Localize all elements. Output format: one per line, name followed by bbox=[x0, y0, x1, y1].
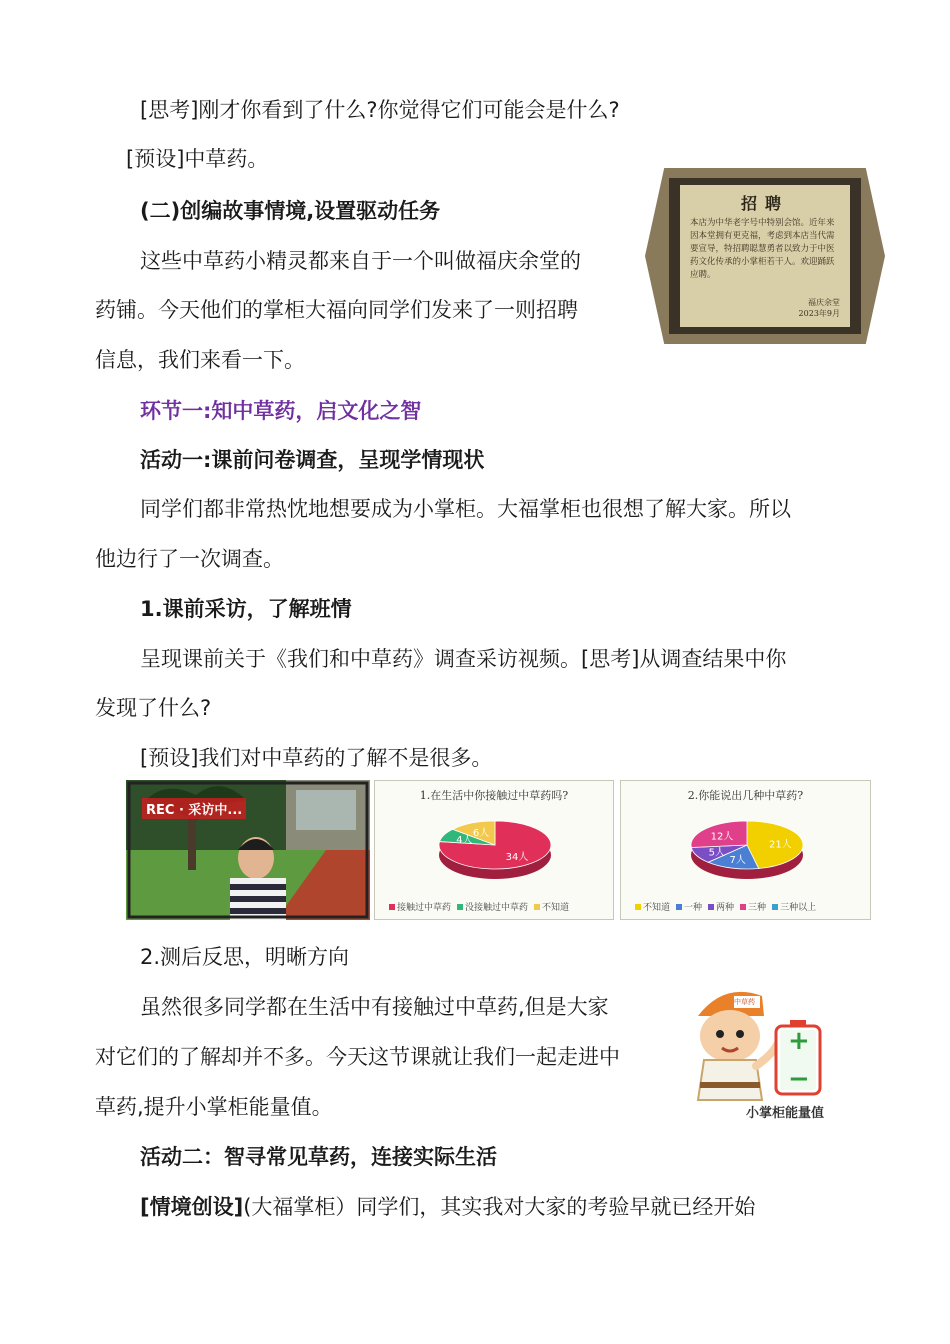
minus-icon: − bbox=[788, 1064, 810, 1094]
recruitment-notice-image bbox=[645, 168, 885, 344]
paragraph-line: 同学们都非常热忱地想要成为小掌柜。大福掌柜也很想了解大家。所以 bbox=[140, 497, 791, 521]
paragraph-line: 药铺。今天他们的掌柜大福向同学们发来了一则招聘 bbox=[95, 298, 578, 322]
pie-data-label: 6人 bbox=[472, 827, 490, 839]
legend-swatch bbox=[772, 904, 778, 910]
step-heading: 2.测后反思，明晰方向 bbox=[140, 945, 350, 969]
scenario-line bbox=[140, 1192, 755, 1222]
legend-label: 不知道 bbox=[643, 903, 671, 913]
paragraph-line: 呈现课前关于《我们和中草药》调查采访视频。[思考]从调查结果中你 bbox=[140, 647, 787, 671]
legend-label: 三种以上 bbox=[780, 903, 817, 913]
plus-icon: + bbox=[788, 1026, 810, 1056]
legend-swatch bbox=[635, 904, 641, 910]
legend-label: 一种 bbox=[684, 903, 703, 913]
notice-title: 招聘 bbox=[740, 194, 789, 213]
chart-legend bbox=[383, 900, 609, 913]
legend-swatch bbox=[708, 904, 714, 910]
pie-data-label: 7人 bbox=[729, 854, 746, 866]
notice-paper bbox=[680, 185, 850, 327]
notice-frame bbox=[669, 178, 861, 334]
mascot-caption: 小掌柜能量值 bbox=[746, 1106, 825, 1121]
section-heading: (二)创编故事情境,设置驱动任务 bbox=[140, 199, 441, 223]
paragraph-line: 草药,提升小掌柜能量值。 bbox=[95, 1095, 333, 1119]
legend-swatch bbox=[457, 904, 463, 910]
notice-body: 本店为中华老字号中特别会馆。近年来因本堂拥有更克福，考虑到本店当代需要宣导，特招聘聪慧勇者以致力于中医药文化传承的小掌柜若干人。欢迎踊跃应聘。 bbox=[690, 218, 835, 280]
activity-heading: 活动一:课前问卷调查，呈现学情现状 bbox=[140, 448, 485, 472]
think-question: [思考]刚才你看到了什么?你觉得它们可能会是什么? bbox=[140, 98, 620, 122]
legend-label: 两种 bbox=[716, 903, 735, 913]
legend-label: 接触过中草药 bbox=[397, 903, 452, 913]
survey-image-strip bbox=[126, 780, 871, 920]
mascot-illustration bbox=[684, 982, 854, 1122]
legend-swatch bbox=[676, 904, 682, 910]
preset-answer: [预设]中草药。 bbox=[126, 147, 269, 171]
legend-label: 没接触过中草药 bbox=[465, 903, 529, 913]
stage-heading: 环节一:知中草药，启文化之智 bbox=[140, 399, 422, 423]
pie-data-label: 5人 bbox=[708, 847, 725, 859]
chart-panel-2 bbox=[620, 780, 871, 920]
interview-video-still bbox=[126, 780, 370, 920]
notice-sign-name: 福庆余堂 bbox=[808, 298, 840, 307]
chart-legend bbox=[629, 900, 866, 913]
notice-date: 2023年9月 bbox=[798, 309, 840, 318]
paragraph-line: 他边行了一次调查。 bbox=[95, 547, 284, 571]
legend-swatch bbox=[740, 904, 746, 910]
pie-data-label: 21人 bbox=[769, 839, 792, 851]
chart-panel-1 bbox=[374, 780, 614, 920]
pie-chart-2 bbox=[621, 803, 872, 899]
pie-data-label: 34人 bbox=[505, 851, 529, 863]
mascot-energy-image bbox=[684, 982, 854, 1122]
chart-title: 2.你能说出几种中草药? bbox=[687, 789, 804, 802]
step-heading: 1.课前采访，了解班情 bbox=[140, 597, 352, 621]
scenario-text: (大福掌柜）同学们，其实我对大家的考验早就已经开始 bbox=[243, 1195, 756, 1219]
legend-swatch bbox=[534, 904, 540, 910]
activity-heading: 活动二：智寻常见草药，连接实际生活 bbox=[140, 1145, 497, 1169]
legend-swatch bbox=[389, 904, 395, 910]
pie-data-label: 12人 bbox=[710, 831, 734, 843]
chart-title: 1.在生活中你接触过中草药吗? bbox=[419, 789, 569, 802]
legend-label: 不知道 bbox=[542, 903, 570, 913]
paragraph-line: 发现了什么? bbox=[95, 696, 212, 720]
pie-chart-1 bbox=[375, 803, 615, 899]
scenario-tag: [情境创设] bbox=[140, 1195, 244, 1219]
preset-answer: [预设]我们对中草药的了解不是很多。 bbox=[140, 746, 493, 770]
rec-label: REC · 采访中... bbox=[142, 798, 246, 819]
paragraph-line: 对它们的了解却并不多。今天这节课就让我们一起走进中 bbox=[95, 1045, 620, 1069]
legend-label: 三种 bbox=[748, 903, 767, 913]
hat-label: 中草药 bbox=[734, 998, 755, 1006]
pie-data-label: 4人 bbox=[456, 835, 473, 847]
paragraph-line: 虽然很多同学都在生活中有接触过中草药,但是大家 bbox=[140, 995, 609, 1019]
paragraph-line: 信息，我们来看一下。 bbox=[95, 348, 305, 372]
notice-signature bbox=[799, 297, 840, 319]
paragraph-line: 这些中草药小精灵都来自于一个叫做福庆余堂的 bbox=[140, 249, 581, 273]
